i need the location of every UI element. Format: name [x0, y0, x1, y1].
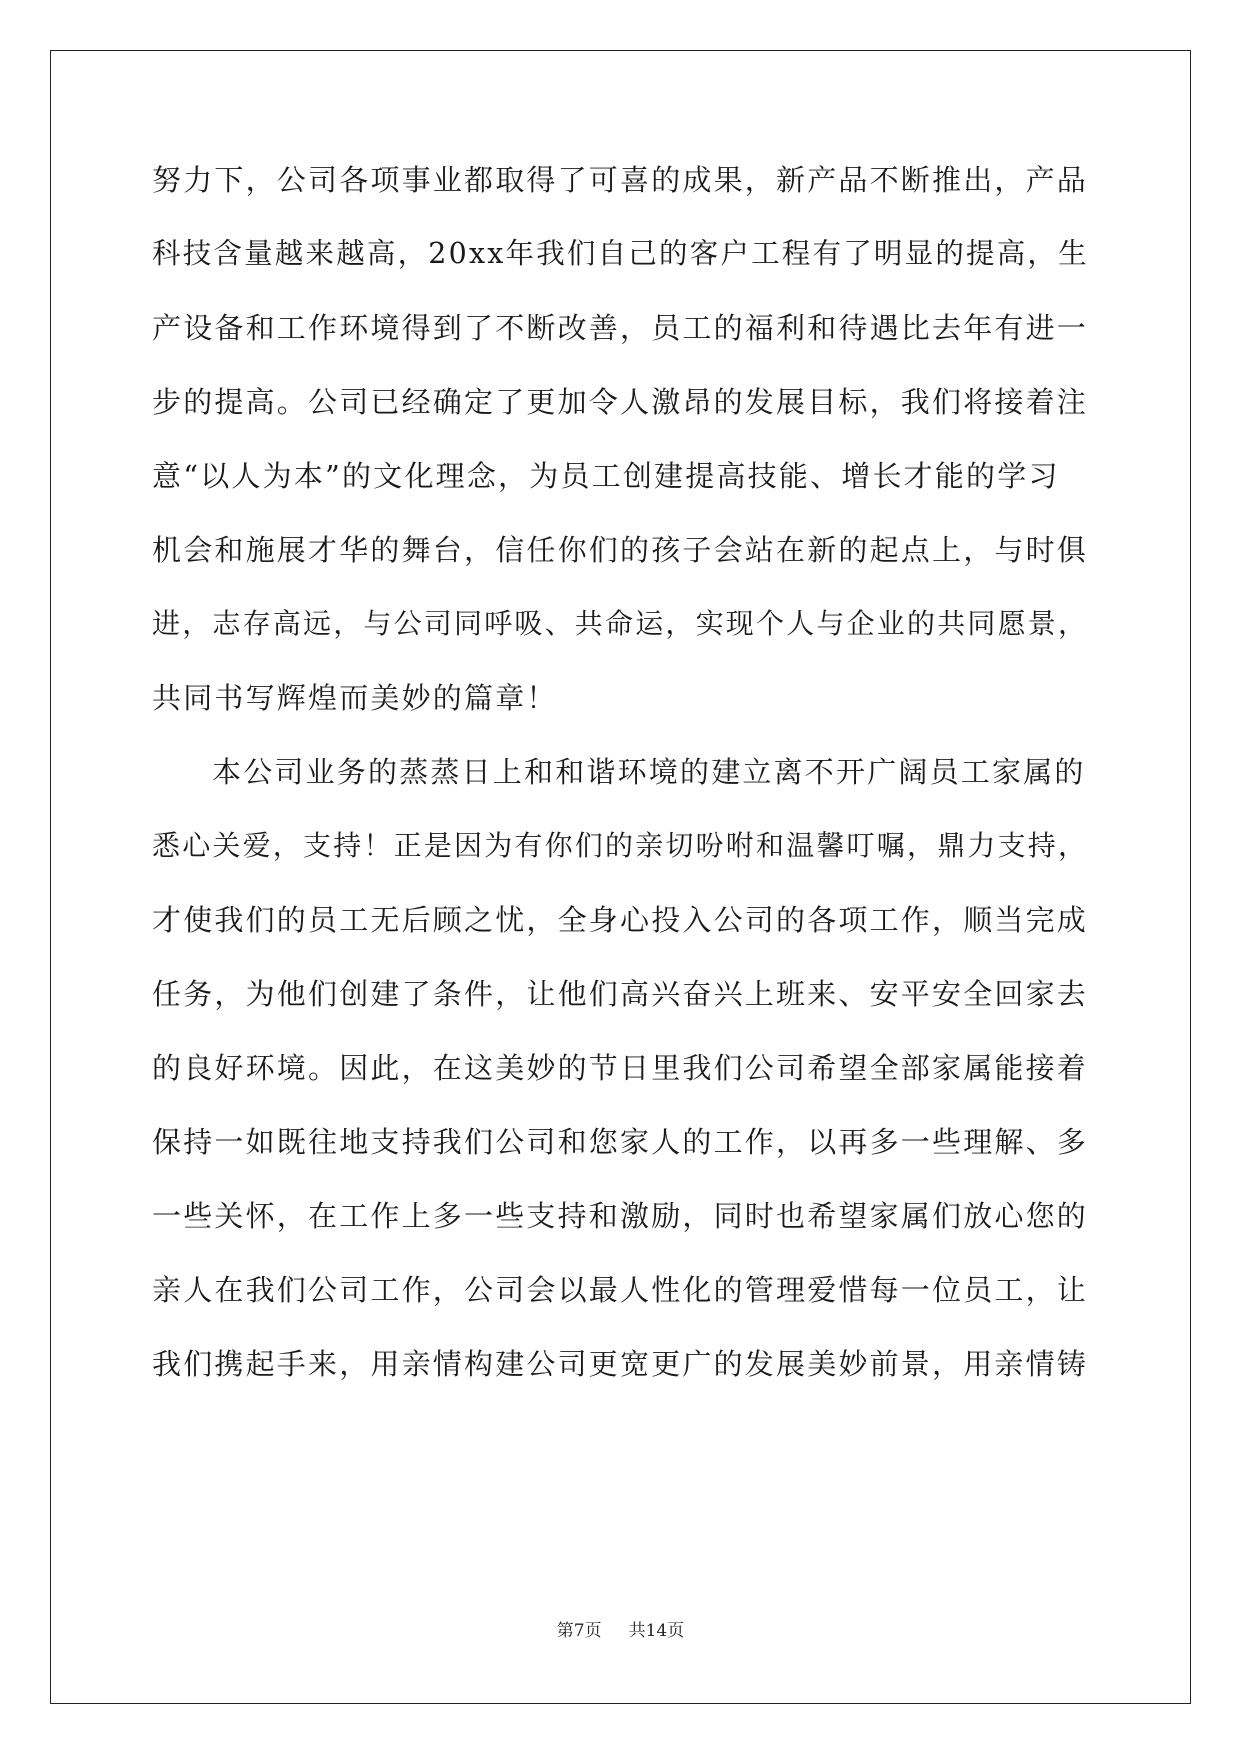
text-line: 我们携起手来，用亲情构建公司更宽更广的发展美妙前景，用亲情铸: [152, 1347, 1089, 1381]
text-line: 意“以人为本”的文化理念，为员工创建提高技能、增长才能的学习: [152, 459, 1060, 493]
page-total: 共14页: [628, 1621, 685, 1641]
page-number: 第7页: [556, 1621, 602, 1641]
text-line: 保持一如既往地支持我们公司和您家人的工作，以再多一些理解、多: [152, 1125, 1089, 1159]
text-line: 才使我们的员工无后顾之忧，全身心投入公司的各项工作，顺当完成: [152, 903, 1089, 937]
text-line: 亲人在我们公司工作，公司会以最人性化的管理爱惜每一位员工，让: [152, 1273, 1089, 1307]
text-line: 一些关怀，在工作上多一些支持和激励，同时也希望家属们放心您的: [152, 1199, 1089, 1233]
text-line: 的良好环境。因此，在这美妙的节日里我们公司希望全部家属能接着: [152, 1051, 1089, 1085]
text-line: 机会和施展才华的舞台，信任你们的孩子会站在新的起点上，与时俱: [152, 533, 1089, 567]
text-line: 科技含量越来越高，20xx年我们自己的客户工程有了明显的提高，生: [152, 237, 1089, 270]
page-border: [50, 50, 1191, 1704]
text-line: 共同书写辉煌而美妙的篇章！: [152, 681, 558, 715]
text-line: 努力下，公司各项事业都取得了可喜的成果，新产品不断推出，产品: [152, 163, 1089, 197]
text-line: 步的提高。公司已经确定了更加令人激昂的发展目标，我们将接着注: [152, 385, 1089, 419]
text-line: 任务，为他们创建了条件，让他们高兴奋兴上班来、安平安全回家去: [152, 977, 1089, 1011]
text-line: 悉心关爱，支持！正是因为有你们的亲切吩咐和温馨叮嘱，鼎力支持，: [152, 829, 1089, 862]
paragraph-first-line: 本公司业务的蒸蒸日上和和谐环境的建立离不开广阔员工家属的: [212, 755, 1086, 789]
page-footer: [0, 1620, 1241, 1642]
text-line: 进，志存高远，与公司同呼吸、共命运，实现个人与企业的共同愿景，: [152, 607, 1089, 640]
text-line: 产设备和工作环境得到了不断改善，员工的福利和待遇比去年有进一: [152, 311, 1089, 345]
